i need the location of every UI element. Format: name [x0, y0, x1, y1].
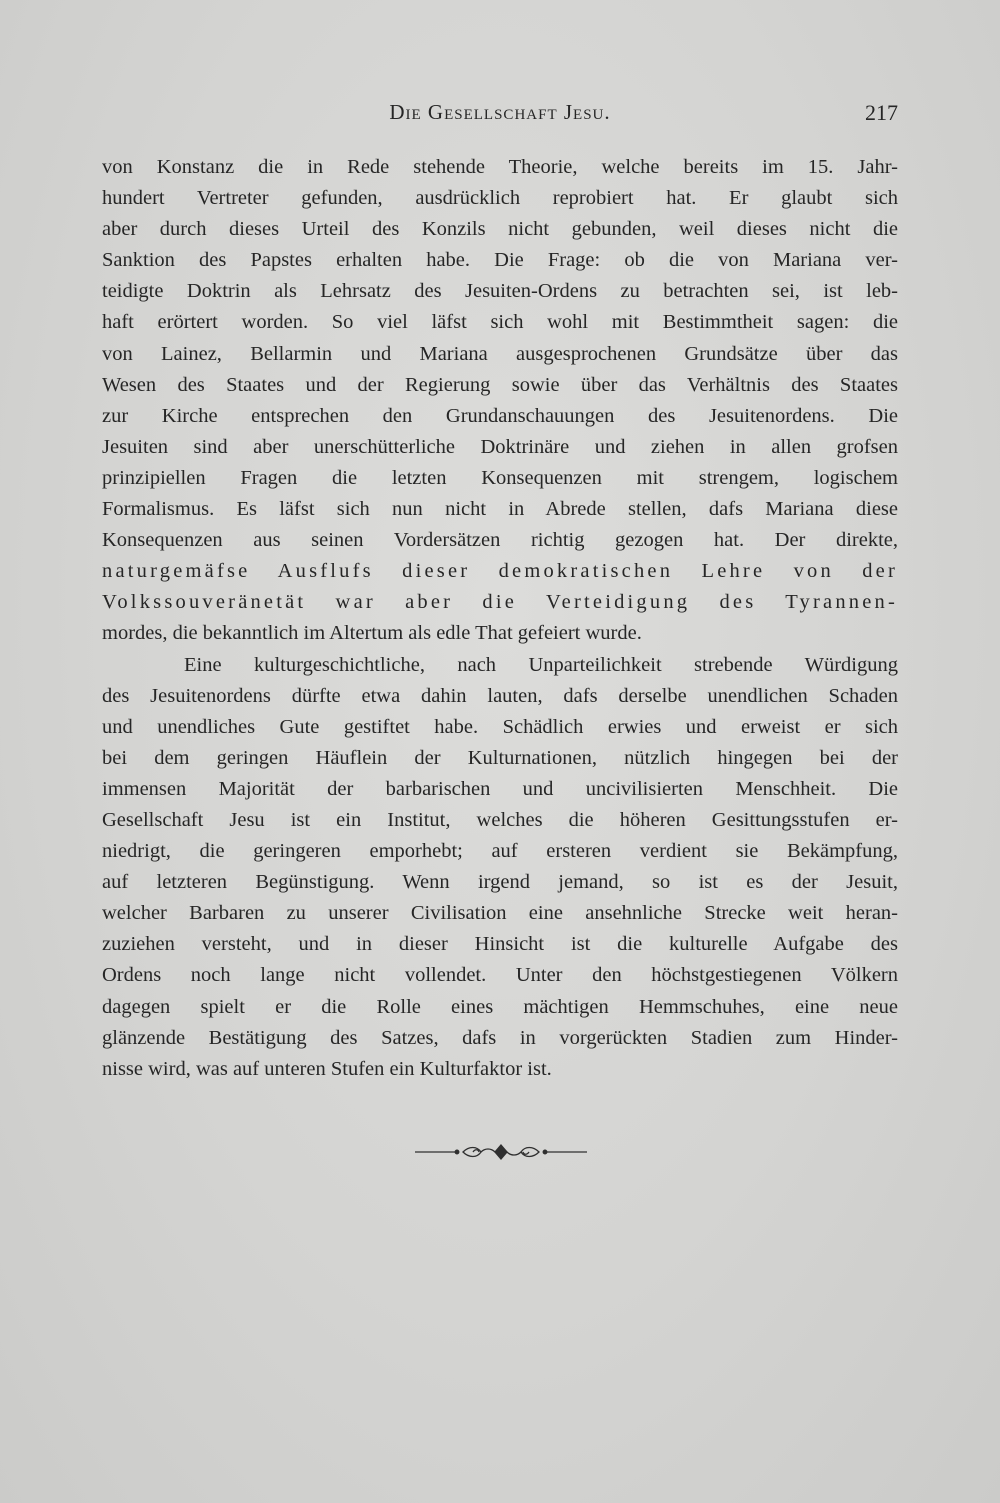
text-line-spaced: naturgemäfse Ausflufs dieser demokratischen Lehre von der [102, 560, 898, 583]
floral-divider-icon [415, 1140, 587, 1164]
text-line: welcher Barbaren zu unserer Civilisation eine ansehnliche Strecke weit heran- [102, 902, 898, 925]
text-line: zuziehen versteht, und in dieser Hinsicht ist die kulturelle Aufgabe des [102, 933, 898, 956]
text-line: haft erörtert worden. So viel läfst sich wohl mit Bestimmtheit sagen: die [102, 311, 898, 334]
body-text [102, 152, 898, 1085]
text-line: teidigte Doktrin als Lehrsatz des Jesuiten-Ordens zu betrachten sei, ist leb- [102, 280, 898, 303]
text-line: aber durch dieses Urteil des Konzils nicht gebunden, weil dieses nicht die [102, 218, 898, 241]
text-line: bei dem geringen Häuflein der Kulturnationen, nützlich hingegen bei der [102, 746, 898, 769]
text-line: Jesuiten sind aber unerschütterliche Doktrinäre und ziehen in allen grofsen [102, 435, 898, 458]
text-line-spaced: Volkssouveränetät war aber die Verteidigung des Tyrannen- [102, 591, 898, 614]
text-line: Ordens noch lange nicht vollendet. Unter den höchstgestiegenen Völkern [102, 964, 898, 987]
text-line-indent: Eine kulturgeschichtliche, nach Unparteilichkeit strebende Würdigung [184, 653, 898, 676]
text-line-last: mordes, die bekanntlich im Altertum als edle That gefeiert wurde. [102, 622, 642, 645]
text-line-last: nisse wird, was auf unteren Stufen ein Kulturfaktor ist. [102, 1057, 552, 1080]
text-line: Konsequenzen aus seinen Vordersätzen richtig gezogen hat. Der direkte, [102, 529, 898, 552]
running-head [102, 100, 898, 130]
running-title: Die Gesellschaft Jesu. [389, 100, 611, 124]
text-line: dagegen spielt er die Rolle eines mächtigen Hemmschuhes, eine neue [102, 995, 898, 1018]
text-line: auf letzteren Begünstigung. Wenn irgend jemand, so ist es der Jesuit, [102, 871, 898, 894]
text-line: von Konstanz die in Rede stehende Theorie, welche bereits im 15. Jahr- [102, 156, 898, 178]
text-line: hundert Vertreter gefunden, ausdrücklich reprobiert hat. Er glaubt sich [102, 187, 898, 210]
text-line: Wesen des Staates und der Regierung sowie über das Verhältnis des Staates [102, 373, 898, 396]
text-line: Gesellschaft Jesu ist ein Institut, welches die höheren Gesittungsstufen er- [102, 808, 898, 831]
page-number: 217 [865, 100, 898, 125]
text-line: Formalismus. Es läfst sich nun nicht in Abrede stellen, dafs Mariana diese [102, 498, 898, 521]
text-line: zur Kirche entsprechen den Grundanschauungen des Jesuitenordens. Die [102, 404, 898, 427]
text-line: glänzende Bestätigung des Satzes, dafs in vorgerückten Stadien zum Hinder- [102, 1026, 898, 1049]
text-line: und unendliches Gute gestiftet habe. Schädlich erwies und erweist er sich [102, 715, 898, 738]
text-line: prinzipiellen Fragen die letzten Konsequenzen mit strengem, logischem [102, 466, 898, 489]
text-line: immensen Majorität der barbarischen und uncivilisierten Menschheit. Die [102, 777, 898, 800]
text-line: des Jesuitenordens dürfte etwa dahin lauten, dafs derselbe unendlichen Schaden [102, 684, 898, 707]
text-line: niedrigt, die geringeren emporhebt; auf ersteren verdient sie Bekämpfung, [102, 840, 898, 863]
text-line: von Lainez, Bellarmin und Mariana ausgesprochenen Grundsätze über das [102, 342, 898, 365]
text-line: Sanktion des Papstes erhalten habe. Die Frage: ob die von Mariana ver- [102, 249, 898, 272]
